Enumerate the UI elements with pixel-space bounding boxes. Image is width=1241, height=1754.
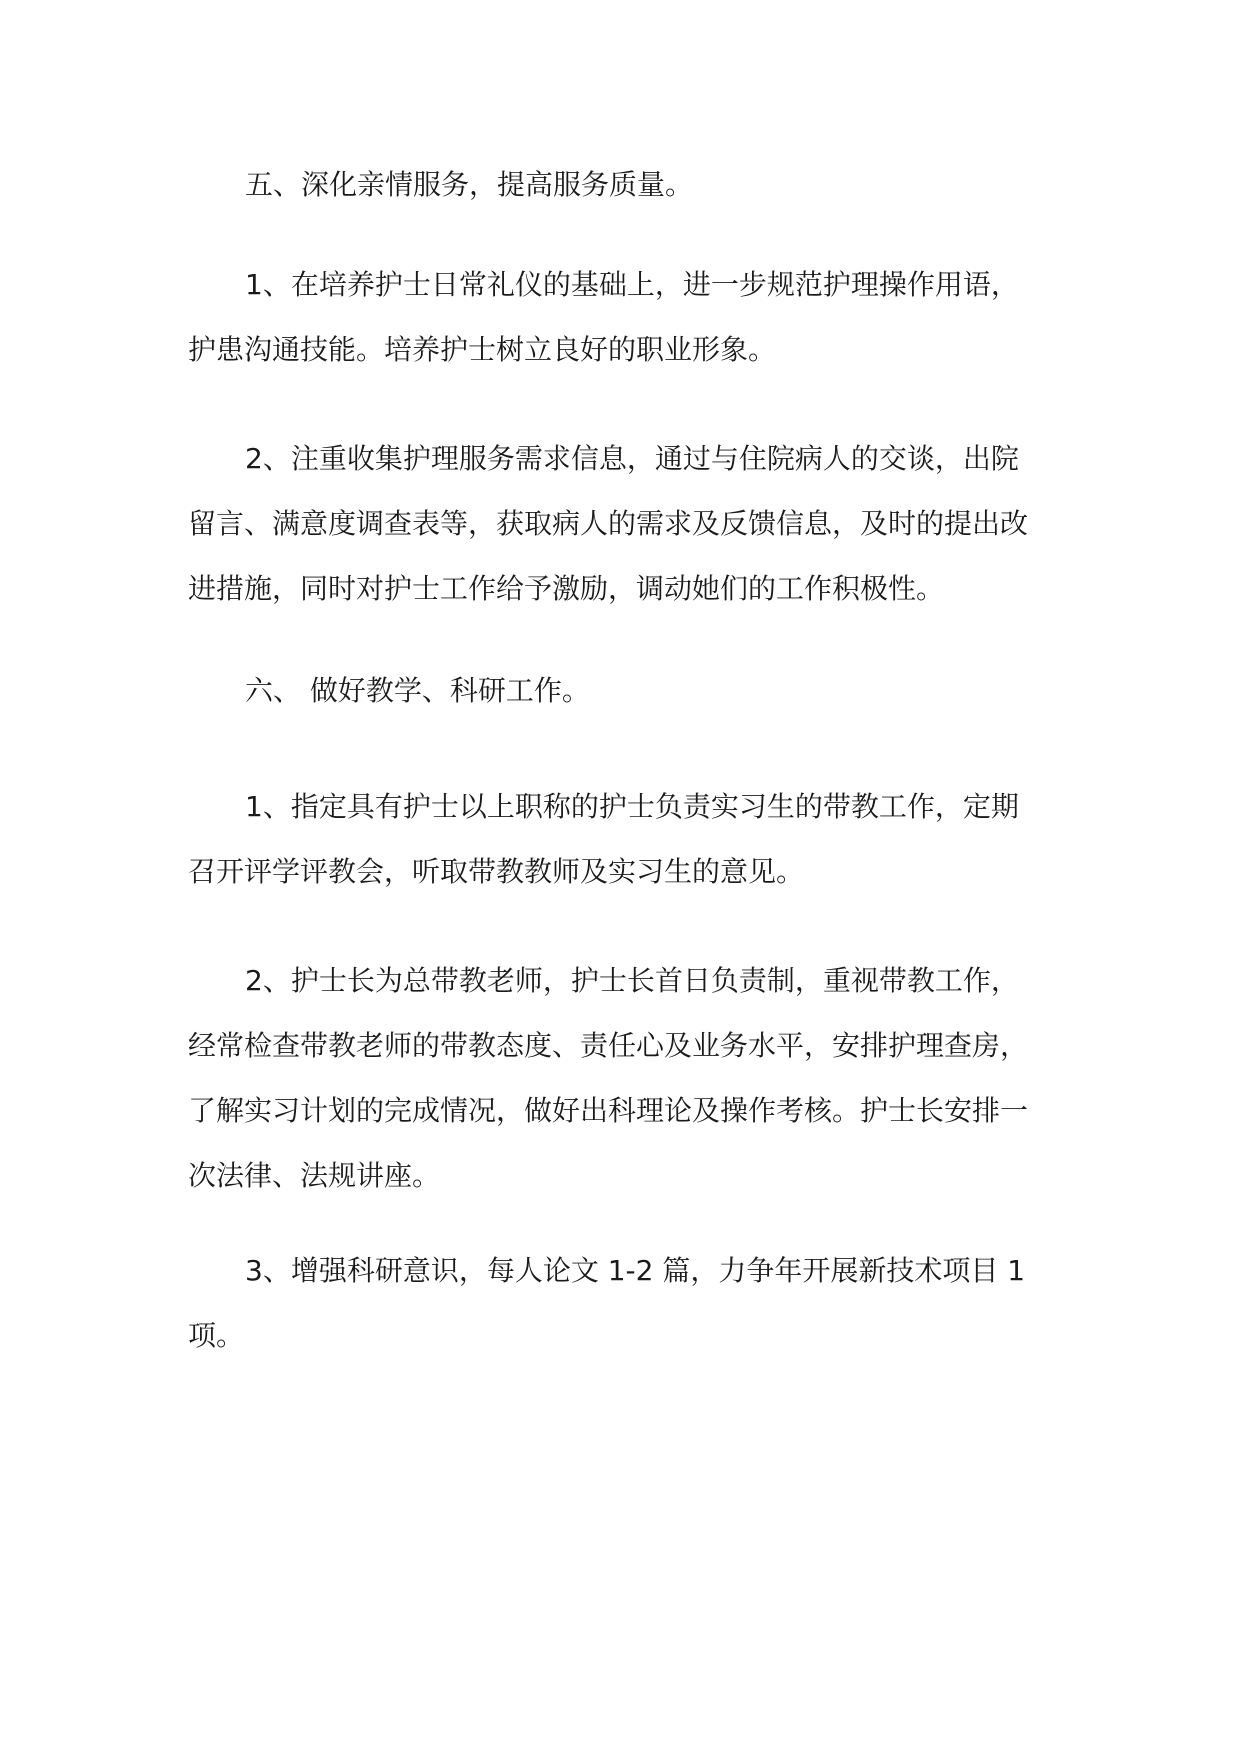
text-line: 了解实习计划的完成情况，做好出科理论及操作考核。护士长安排一 <box>188 1094 1029 1127</box>
text-line: 1、在培养护士日常礼仪的基础上，进一步规范护理操作用语， <box>245 268 1019 301</box>
text-line: 进措施，同时对护士工作给予激励，调动她们的工作积极性。 <box>188 572 945 605</box>
text-line: 护患沟通技能。培养护士树立良好的职业形象。 <box>188 333 777 366</box>
text-line: 留言、满意度调查表等，获取病人的需求及反馈信息，及时的提出改 <box>188 507 1029 540</box>
text-line: 1、指定具有护士以上职称的护士负责实习生的带教工作，定期 <box>245 790 1019 823</box>
text-line: 3、增强科研意识，每人论文 1-2 篇，力争年开展新技术项目 1 <box>245 1254 1026 1287</box>
text-line: 项。 <box>188 1319 245 1352</box>
text-line: 2、护士长为总带教老师，护士长首日负责制，重视带教工作， <box>245 964 1019 997</box>
text-line: 六、 做好教学、科研工作。 <box>245 674 590 707</box>
text-line: 经常检查带教老师的带教态度、责任心及业务水平，安排护理查房， <box>188 1029 1029 1062</box>
paragraph-5-2 <box>188 426 1088 621</box>
section-heading-6 <box>188 658 1088 723</box>
paragraph-6-1 <box>188 774 1088 904</box>
paragraph-6-2 <box>188 948 1088 1208</box>
paragraph-5-1 <box>188 252 1088 382</box>
text-line: 次法律、法规讲座。 <box>188 1159 441 1192</box>
section-heading-5 <box>188 152 1088 217</box>
paragraph-6-3 <box>188 1238 1088 1368</box>
text-line: 五、深化亲情服务，提高服务质量。 <box>245 168 694 201</box>
text-line: 召开评学评教会，听取带教教师及实习生的意见。 <box>188 855 805 888</box>
text-line: 2、注重收集护理服务需求信息，通过与住院病人的交谈，出院 <box>245 442 1019 475</box>
